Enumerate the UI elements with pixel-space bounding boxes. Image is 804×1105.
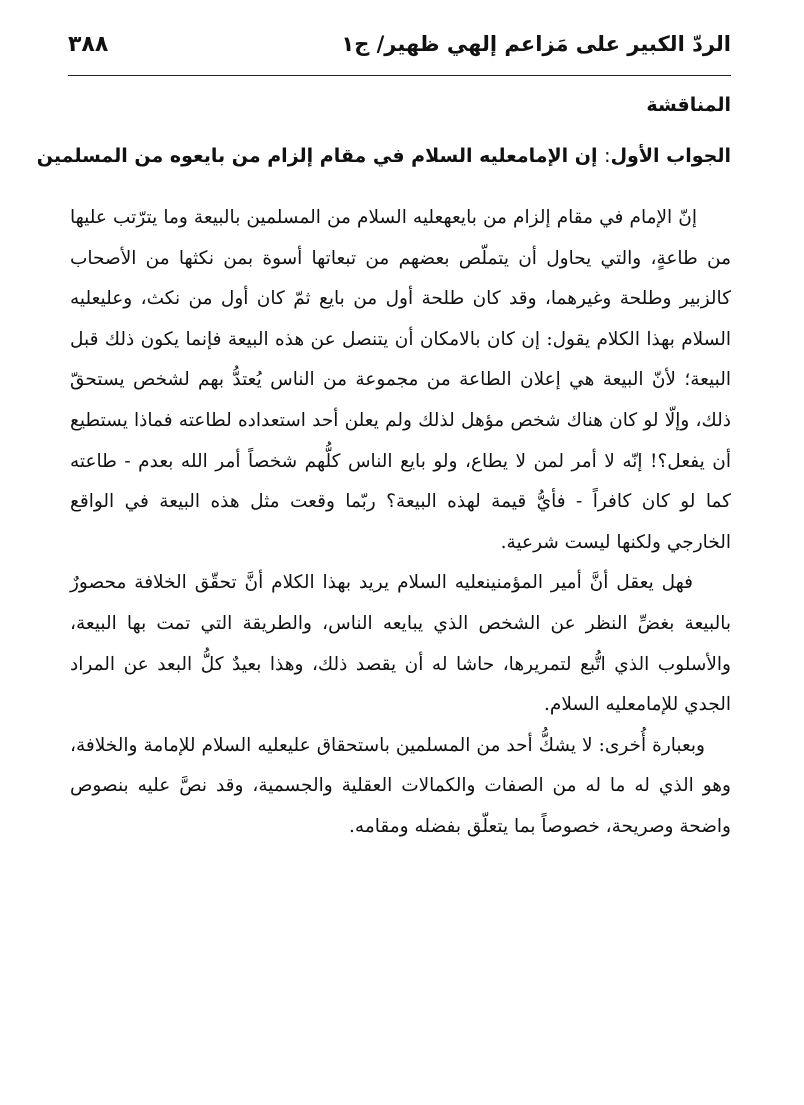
header-rule — [68, 75, 731, 76]
body-text — [70, 198, 731, 848]
answer-title: إن الإمامعليه السلام في مقام إلزام من بايعوه من المسلمين — [36, 145, 605, 167]
section-heading: المناقشة — [646, 94, 731, 116]
answer-heading — [36, 145, 731, 167]
paragraph-2: فهل يعقل أنَّ أمير المؤمنينعليه السلام يريد بهذا الكلام أنَّ تحقّق الخلافة محصورٌ بالبيعة بغضِّ النظر عن الشخص الذي يبايعه الناس، والطريقة التي تمت بها البيعة، والأسلوب الذي اتُّبع لتمريرها، حاشا له أن يقصد ذلك، وهذا بعيدٌ كلُّ البعد عن المراد الجدي للإمامعليه السلام. — [70, 572, 731, 716]
page-number: ٣٨٨ — [68, 31, 109, 57]
answer-label: الجواب الأول — [610, 145, 731, 167]
running-title: الردّ الكبير على مَزاعم إلهي ظهير/ ج١ — [341, 32, 731, 56]
paragraph-3: وبعبارة أُخرى: لا يشكُّ أحد من المسلمين باستحقاق عليعليه السلام للإمامة والخلافة، وهو الذي له ما له من الصفات والكمالات العقلية والجسمية، وقد نصَّ عليه بنصوص واضحة وصريحة، خصوصاً بما يتعلّق بفضله ومقامه. — [70, 734, 731, 837]
paragraph-1: إنّ الإمام في مقام إلزام من بايعهعليه السلام من المسلمين بالبيعة وما يترّتب عليها من طاعةٍ، والتي يحاول أن يتملّص بعضهم من تبعاتها أسوة بمن نكثها من الأصحاب كالزبير وطلحة وغيرهما، وقد كان طلحة أول من بايع ثمّ كان أول من نكث، وعليعليه السلام بهذا الكلام يقول: إن كان بالامكان أن يتنصل عن هذه البيعة فإنما يكون ذلك قبل البيعة؛ لأنّ البيعة هي إعلان الطاعة من مجموعة من الناس يُعتدُّ بهم لشخص يستحقّ ذلك، وإلّا لو كان هناك شخص مؤهل لذلك ولم يعلن أحد استعداده لطاعته فماذا يستطيع أن يفعل؟! إنّه لا أمر لمن لا يطاع، ولو بايع الناس كلُّهم شخصاً أمر الله بعدم - طاعته كما لو كان كافراً - فأيُّ قيمة لهذه البيعة؟ ربّما وقعت مثل هذه البيعة في الواقع الخارجي ولكنها ليست شرعية. — [70, 207, 731, 553]
answer-colon: : — [604, 145, 611, 167]
running-header — [68, 22, 731, 66]
